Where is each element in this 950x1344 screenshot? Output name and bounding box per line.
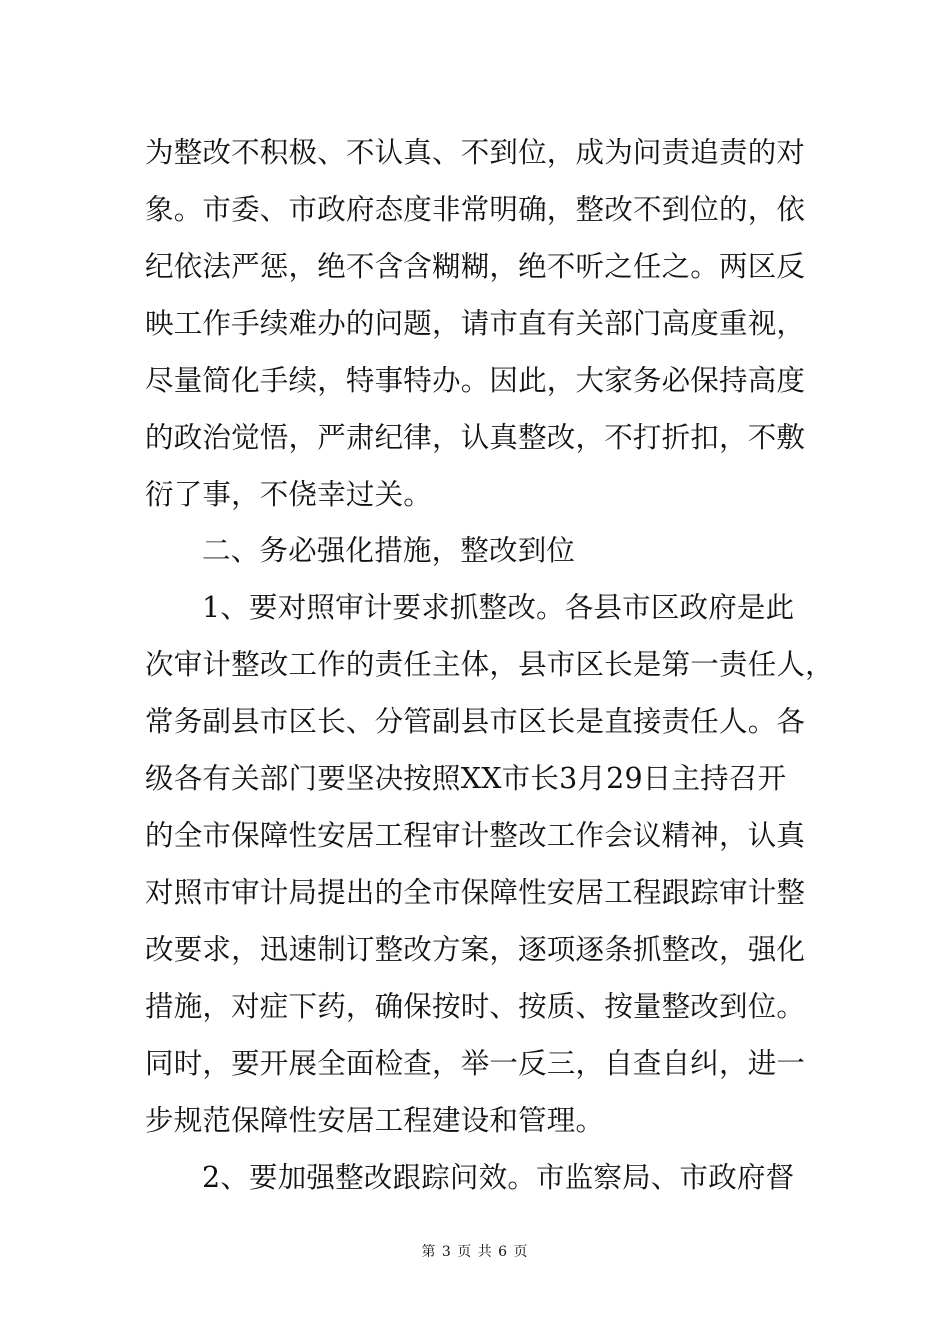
text-line: 为整改不积极、不认真、不到位，成为问责追责的对 [145,136,806,169]
text-line: 的全市保障性安居工程审计整改工作会议精神，认真 [145,819,806,852]
text-line: 级各有关部门要坚决按照XX市长3月29日主持召开 [145,762,787,795]
text-line: 同时，要开展全面检查，举一反三，自查自纠，进一 [145,1047,806,1080]
text-line: 象。市委、市政府态度非常明确，整改不到位的，依 [145,193,806,226]
section-heading: 二、务必强化措施，整改到位 [202,534,576,567]
text-line: 次审计整改工作的责任主体，县市区长是第一责任人， [145,648,834,681]
paragraph-start-line: 2、要加强整改跟踪问效。市监察局、市政府督 [202,1161,795,1194]
text-line: 的政治觉悟，严肃纪律，认真整改，不打折扣，不敷 [145,421,806,454]
text-line: 衍了事，不侥幸过关。 [145,478,433,511]
page-number-footer: 第 3 页 共 6 页 [421,1244,529,1260]
text-line: 纪依法严惩，绝不含含糊糊，绝不听之任之。两区反 [145,250,806,283]
text-line: 对照市审计局提出的全市保障性安居工程跟踪审计整 [145,876,806,909]
paragraph-start-line: 1、要对照审计要求抓整改。各县市区政府是此 [202,591,795,624]
text-line: 映工作手续难办的问题，请市直有关部门高度重视， [145,307,806,340]
text-line: 常务副县市区长、分管副县市区长是直接责任人。各 [145,705,806,738]
text-line: 改要求，迅速制订整改方案，逐项逐条抓整改，强化 [145,933,806,966]
text-line: 步规范保障性安居工程建设和管理。 [145,1104,605,1137]
text-line: 措施，对症下药，确保按时、按质、按量整改到位。 [145,990,806,1023]
text-line: 尽量简化手续，特事特办。因此，大家务必保持高度 [145,364,806,397]
